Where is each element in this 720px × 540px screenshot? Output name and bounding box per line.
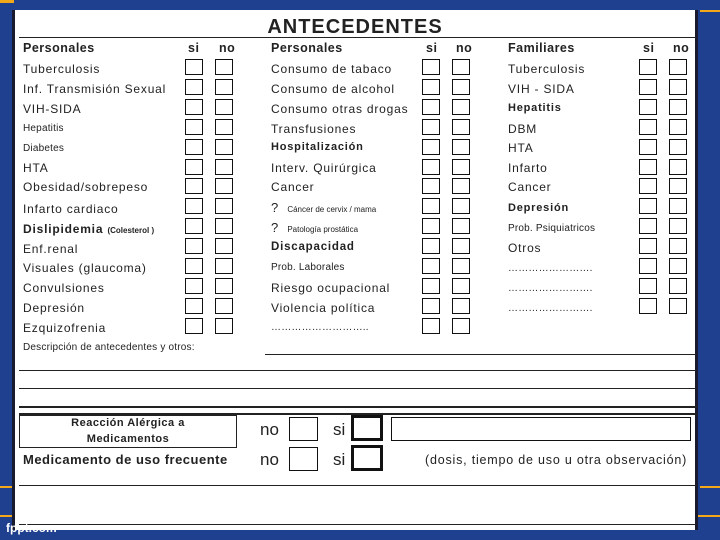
- form-rule: [19, 370, 697, 371]
- row-label: Interv. Quirúrgica: [271, 161, 377, 175]
- checkbox-no[interactable]: [669, 99, 687, 115]
- checkbox-no[interactable]: [452, 238, 470, 254]
- checkbox-si[interactable]: [639, 79, 657, 95]
- medication-no-checkbox[interactable]: [289, 447, 318, 471]
- checkbox-no[interactable]: [452, 119, 470, 135]
- checkbox-si[interactable]: [422, 139, 440, 155]
- row-label: Consumo de tabaco: [271, 62, 393, 76]
- checkbox-no[interactable]: [669, 278, 687, 294]
- row-label-note: (Colesterol ): [107, 226, 155, 235]
- checkbox-no[interactable]: [669, 238, 687, 254]
- checkbox-si[interactable]: [185, 298, 203, 314]
- checkbox-si[interactable]: [422, 99, 440, 115]
- checkbox-si[interactable]: [422, 59, 440, 75]
- form-rule: [19, 388, 697, 389]
- checkbox-no[interactable]: [669, 298, 687, 314]
- row-label: HTA: [23, 161, 49, 175]
- row-label: Infarto: [508, 161, 548, 175]
- checkbox-no[interactable]: [215, 218, 233, 234]
- checkbox-no[interactable]: [452, 139, 470, 155]
- checkbox-si[interactable]: [422, 278, 440, 294]
- allergy-no-label: no: [260, 420, 279, 439]
- checkbox-no[interactable]: [669, 59, 687, 75]
- allergy-si-checkbox[interactable]: [351, 415, 383, 441]
- checkbox-no[interactable]: [215, 159, 233, 175]
- row-label: …………………….: [508, 303, 593, 314]
- allergy-label-line2: Medicamentos: [86, 433, 170, 445]
- row-label: Enf.renal: [23, 242, 79, 256]
- checkbox-si[interactable]: [639, 218, 657, 234]
- checkbox-si[interactable]: [185, 99, 203, 115]
- form-rule: [19, 406, 697, 408]
- row-label: DBM: [508, 122, 538, 136]
- row-label-main: ?: [271, 220, 280, 235]
- checkbox-si[interactable]: [185, 218, 203, 234]
- row-label: [23, 222, 154, 236]
- checkbox-si[interactable]: [185, 119, 203, 135]
- header-personales-1: Personales: [23, 41, 95, 55]
- allergy-si-label: si: [333, 420, 346, 439]
- checkbox-no[interactable]: [215, 139, 233, 155]
- row-label: VIH - SIDA: [508, 82, 575, 96]
- checkbox-no[interactable]: [452, 198, 470, 214]
- row-label: [271, 220, 358, 235]
- row-label: Inf. Transmisión Sexual: [23, 82, 167, 96]
- checkbox-si[interactable]: [422, 79, 440, 95]
- row-label: Prob. Laborales: [271, 262, 345, 273]
- checkbox-si[interactable]: [422, 298, 440, 314]
- checkbox-si[interactable]: [422, 198, 440, 214]
- row-label: Ezquizofrenia: [23, 321, 107, 335]
- checkbox-si[interactable]: [639, 198, 657, 214]
- checkbox-no[interactable]: [452, 59, 470, 75]
- checkbox-si[interactable]: [185, 318, 203, 334]
- medication-note: (dosis, tiempo de uso u otra observación): [425, 453, 688, 467]
- checkbox-si[interactable]: [422, 258, 440, 274]
- row-label: Infarto cardiaco: [23, 202, 119, 216]
- decor-stripe-top: [0, 0, 14, 3]
- footer-logo: fppt.com: [6, 521, 57, 535]
- description-label: Descripción de antecedentes y otros:: [23, 342, 195, 353]
- checkbox-no[interactable]: [215, 99, 233, 115]
- checkbox-no[interactable]: [669, 198, 687, 214]
- checkbox-no[interactable]: [669, 258, 687, 274]
- checkbox-no[interactable]: [452, 99, 470, 115]
- row-label-main: Dislipidemia: [23, 222, 104, 236]
- checkbox-si[interactable]: [185, 139, 203, 155]
- checkbox-si[interactable]: [639, 99, 657, 115]
- checkbox-si[interactable]: [185, 59, 203, 75]
- row-label: VIH-SIDA: [23, 102, 82, 116]
- checkbox-no[interactable]: [669, 178, 687, 194]
- checkbox-si[interactable]: [185, 178, 203, 194]
- header-no-3: no: [673, 41, 690, 55]
- row-label: Convulsiones: [23, 281, 105, 295]
- row-label: Consumo de alcohol: [271, 82, 395, 96]
- decor-stripe-right: [700, 10, 720, 12]
- checkbox-no[interactable]: [215, 318, 233, 334]
- checkbox-no[interactable]: [452, 159, 470, 175]
- header-familiares: Familiares: [508, 41, 575, 55]
- checkbox-no[interactable]: [452, 178, 470, 194]
- checkbox-si[interactable]: [185, 79, 203, 95]
- checkbox-no[interactable]: [452, 278, 470, 294]
- row-label: Hospitalización: [271, 141, 364, 153]
- medication-si-checkbox[interactable]: [351, 445, 383, 471]
- checkbox-no[interactable]: [452, 258, 470, 274]
- checkbox-si[interactable]: [185, 238, 203, 254]
- form-rule: [19, 485, 697, 486]
- header-si-2: si: [426, 41, 438, 55]
- checkbox-si[interactable]: [185, 278, 203, 294]
- title-underline: [19, 37, 697, 38]
- checkbox-si[interactable]: [639, 278, 657, 294]
- row-label: Tuberculosis: [508, 62, 586, 76]
- checkbox-si[interactable]: [185, 159, 203, 175]
- allergy-label-line1: Reacción Alérgica a: [71, 417, 185, 429]
- row-label: [271, 200, 376, 215]
- checkbox-no[interactable]: [452, 79, 470, 95]
- row-label: ………………………..: [271, 322, 369, 333]
- row-label-sub: Cáncer de cervix / mama: [287, 205, 377, 214]
- row-label-sub: Patología prostática: [287, 225, 359, 234]
- row-label: Depresión: [23, 301, 85, 315]
- row-label: Visuales (glaucoma): [23, 261, 147, 275]
- row-label: Transfusiones: [271, 122, 357, 136]
- checkbox-no[interactable]: [215, 198, 233, 214]
- checkbox-no[interactable]: [669, 159, 687, 175]
- row-label: Cancer: [508, 180, 552, 194]
- row-label: HTA: [508, 141, 534, 155]
- checkbox-si[interactable]: [422, 238, 440, 254]
- checkbox-no[interactable]: [452, 298, 470, 314]
- row-label: Discapacidad: [271, 241, 355, 253]
- form-sheet: [12, 10, 698, 530]
- checkbox-si[interactable]: [639, 59, 657, 75]
- checkbox-no[interactable]: [669, 139, 687, 155]
- checkbox-no[interactable]: [669, 218, 687, 234]
- checkbox-no[interactable]: [215, 278, 233, 294]
- row-label: Diabetes: [23, 143, 65, 154]
- decor-stripe-bottom-right: [700, 486, 720, 488]
- checkbox-no[interactable]: [669, 79, 687, 95]
- checkbox-si[interactable]: [639, 258, 657, 274]
- checkbox-si[interactable]: [422, 119, 440, 135]
- checkbox-no[interactable]: [215, 59, 233, 75]
- row-label: Hepatitis: [23, 123, 64, 134]
- checkbox-no[interactable]: [215, 238, 233, 254]
- row-label: Depresión: [508, 202, 569, 214]
- form-rule: [19, 524, 697, 525]
- checkbox-si[interactable]: [185, 198, 203, 214]
- allergy-no-checkbox[interactable]: [289, 417, 318, 441]
- header-si-3: si: [643, 41, 655, 55]
- checkbox-si[interactable]: [422, 318, 440, 334]
- checkbox-si[interactable]: [422, 218, 440, 234]
- row-label: Otros: [508, 241, 542, 255]
- checkbox-no[interactable]: [215, 119, 233, 135]
- medication-si-label: si: [333, 450, 346, 469]
- checkbox-si[interactable]: [422, 178, 440, 194]
- checkbox-si[interactable]: [639, 139, 657, 155]
- checkbox-no[interactable]: [215, 298, 233, 314]
- checkbox-no[interactable]: [452, 318, 470, 334]
- allergy-detail-field[interactable]: [391, 417, 691, 441]
- checkbox-si[interactable]: [185, 258, 203, 274]
- checkbox-si[interactable]: [422, 159, 440, 175]
- row-label-main: ?: [271, 200, 280, 215]
- row-label: Hepatitis: [508, 102, 562, 114]
- checkbox-si[interactable]: [639, 238, 657, 254]
- row-label: …………………….: [508, 283, 593, 294]
- checkbox-no[interactable]: [215, 178, 233, 194]
- row-label: Riesgo ocupacional: [271, 281, 391, 295]
- checkbox-no[interactable]: [669, 119, 687, 135]
- row-label: Consumo otras drogas: [271, 102, 409, 116]
- checkbox-si[interactable]: [639, 159, 657, 175]
- header-no-2: no: [456, 41, 473, 55]
- checkbox-no[interactable]: [452, 218, 470, 234]
- checkbox-si[interactable]: [639, 298, 657, 314]
- row-label: Obesidad/sobrepeso: [23, 180, 149, 194]
- row-label: Cancer: [271, 180, 315, 194]
- checkbox-no[interactable]: [215, 258, 233, 274]
- medication-no-label: no: [260, 450, 279, 469]
- row-label: Prob. Psiquiatricos: [508, 223, 596, 234]
- page-title: ANTECEDENTES: [267, 16, 443, 38]
- header-no-1: no: [219, 41, 236, 55]
- row-label: Tuberculosis: [23, 62, 101, 76]
- description-line: [265, 354, 697, 355]
- row-label: Violencia política: [271, 301, 376, 315]
- medication-label: Medicamento de uso frecuente: [23, 452, 228, 467]
- header-si-1: si: [188, 41, 200, 55]
- checkbox-si[interactable]: [639, 178, 657, 194]
- decor-stripe-left-low: [0, 486, 12, 488]
- header-personales-2: Personales: [271, 41, 343, 55]
- checkbox-si[interactable]: [639, 119, 657, 135]
- checkbox-no[interactable]: [215, 79, 233, 95]
- row-label: …………………….: [508, 263, 593, 274]
